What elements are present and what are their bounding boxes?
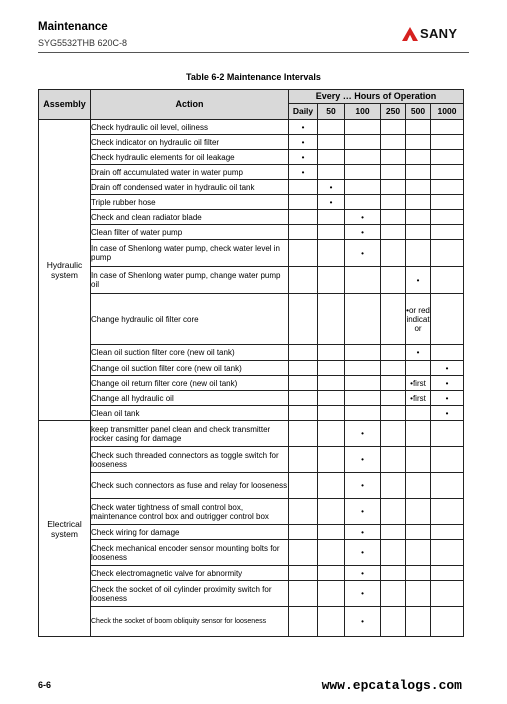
interval-mark-cell: • (345, 447, 381, 473)
assembly-cell: Hydraulic system (39, 120, 91, 421)
interval-mark-cell (289, 581, 318, 607)
interval-mark-cell: •or red indicator (406, 294, 431, 345)
action-cell: Clean filter of water pump (91, 225, 289, 240)
interval-mark-cell: • (345, 525, 381, 540)
interval-mark-cell (431, 135, 464, 150)
brand-name: SANY (420, 26, 458, 41)
interval-mark-cell: • (431, 376, 464, 391)
table-row (39, 540, 464, 566)
interval-mark-cell (318, 210, 345, 225)
interval-mark-cell (381, 240, 406, 267)
interval-mark-cell: • (289, 135, 318, 150)
interval-mark-cell (381, 195, 406, 210)
interval-mark-cell (289, 499, 318, 525)
interval-mark-cell (431, 525, 464, 540)
interval-mark-cell (431, 499, 464, 525)
interval-mark-cell (406, 180, 431, 195)
interval-mark-cell (289, 421, 318, 447)
table-row (39, 345, 464, 361)
interval-mark-cell (381, 361, 406, 376)
table-row (39, 150, 464, 165)
column-header-interval: 100 (345, 104, 381, 120)
table-row (39, 225, 464, 240)
interval-mark-cell (406, 361, 431, 376)
interval-mark-cell (406, 406, 431, 421)
interval-mark-cell (318, 391, 345, 406)
interval-mark-cell (381, 581, 406, 607)
interval-mark-cell (318, 240, 345, 267)
interval-mark-cell (318, 267, 345, 294)
interval-mark-cell (289, 391, 318, 406)
interval-mark-cell: • (289, 150, 318, 165)
action-cell: In case of Shenlong water pump, change water pump oil (91, 267, 289, 294)
interval-mark-cell (381, 135, 406, 150)
interval-mark-cell (406, 225, 431, 240)
table-row (39, 165, 464, 180)
interval-mark-cell: • (345, 421, 381, 447)
table-row (39, 473, 464, 499)
interval-mark-cell (289, 540, 318, 566)
interval-mark-cell (289, 267, 318, 294)
interval-mark-cell (289, 406, 318, 421)
interval-mark-cell (431, 581, 464, 607)
interval-mark-cell (381, 376, 406, 391)
interval-mark-cell (345, 180, 381, 195)
interval-mark-cell (345, 294, 381, 345)
action-cell: Check mechanical encoder sensor mounting bolts for looseness (91, 540, 289, 566)
page-number: 6-6 (38, 680, 52, 690)
action-cell: Check indicator on hydraulic oil filter (91, 135, 289, 150)
interval-mark-cell (381, 540, 406, 566)
interval-mark-cell: • (431, 361, 464, 376)
interval-mark-cell (381, 267, 406, 294)
brand-logo (402, 26, 457, 41)
interval-mark-cell (318, 225, 345, 240)
interval-mark-cell (381, 345, 406, 361)
interval-mark-cell (318, 361, 345, 376)
interval-mark-cell: • (431, 391, 464, 406)
interval-mark-cell (381, 391, 406, 406)
interval-mark-cell: • (345, 225, 381, 240)
action-cell: Check such connectors as fuse and relay for looseness (91, 473, 289, 499)
interval-mark-cell (318, 525, 345, 540)
interval-mark-cell (289, 525, 318, 540)
interval-mark-cell (406, 120, 431, 135)
action-cell: keep transmitter panel clean and check transmitter rocker casing for damage (91, 421, 289, 447)
action-cell: Clean oil tank (91, 406, 289, 421)
interval-mark-cell (318, 165, 345, 180)
interval-mark-cell (431, 180, 464, 195)
interval-mark-cell (381, 180, 406, 195)
interval-mark-cell (289, 447, 318, 473)
interval-mark-cell (318, 447, 345, 473)
action-cell: Check such threaded connectors as toggle switch for looseness (91, 447, 289, 473)
interval-mark-cell (406, 499, 431, 525)
interval-mark-cell (406, 525, 431, 540)
maintenance-intervals-table (38, 89, 464, 637)
interval-mark-cell (406, 447, 431, 473)
interval-mark-cell (431, 210, 464, 225)
action-cell: Check water tightness of small control box, maintenance control box and outrigger control box (91, 499, 289, 525)
interval-mark-cell (431, 267, 464, 294)
interval-mark-cell: • (289, 165, 318, 180)
action-cell: Change hydraulic oil filter core (91, 294, 289, 345)
interval-mark-cell: •first (406, 391, 431, 406)
interval-mark-cell (381, 607, 406, 637)
table-row (39, 376, 464, 391)
table-row (39, 267, 464, 294)
table-row (39, 361, 464, 376)
interval-mark-cell (345, 195, 381, 210)
interval-mark-cell (431, 566, 464, 581)
interval-mark-cell (289, 607, 318, 637)
interval-mark-cell (318, 120, 345, 135)
interval-mark-cell (345, 267, 381, 294)
interval-mark-cell (431, 120, 464, 135)
column-header-interval: 1000 (431, 104, 464, 120)
column-header-interval: 500 (406, 104, 431, 120)
interval-mark-cell: • (345, 566, 381, 581)
page-title: Maintenance (38, 21, 108, 33)
table-row (39, 566, 464, 581)
interval-mark-cell (345, 406, 381, 421)
table-row (39, 240, 464, 267)
interval-mark-cell (289, 294, 318, 345)
action-cell: Check the socket of boom obliquity sensor for looseness (91, 607, 289, 637)
interval-mark-cell: • (345, 540, 381, 566)
interval-mark-cell (431, 345, 464, 361)
watermark-url: www.epcatalogs.com (321, 678, 462, 693)
action-cell: Triple rubber hose (91, 195, 289, 210)
table-row (39, 406, 464, 421)
table-row (39, 195, 464, 210)
interval-mark-cell: • (345, 499, 381, 525)
action-cell: Clean oil suction filter core (new oil tank) (91, 345, 289, 361)
action-cell: Check electromagnetic valve for abnormity (91, 566, 289, 581)
action-cell: Check wiring for damage (91, 525, 289, 540)
table-row (39, 525, 464, 540)
interval-mark-cell (381, 150, 406, 165)
interval-mark-cell: • (318, 195, 345, 210)
interval-mark-cell: • (431, 406, 464, 421)
interval-mark-cell (431, 607, 464, 637)
interval-mark-cell (345, 120, 381, 135)
action-cell: Drain off condensed water in hydraulic oil tank (91, 180, 289, 195)
table-row (39, 421, 464, 447)
interval-mark-cell (381, 473, 406, 499)
interval-mark-cell: • (345, 473, 381, 499)
interval-mark-cell (381, 165, 406, 180)
interval-mark-cell (406, 165, 431, 180)
interval-mark-cell (406, 607, 431, 637)
action-cell: In case of Shenlong water pump, check water level in pump (91, 240, 289, 267)
interval-mark-cell (345, 135, 381, 150)
table-caption: Table 6-2 Maintenance Intervals (186, 72, 321, 82)
table-row (39, 581, 464, 607)
interval-mark-cell (345, 391, 381, 406)
sany-logo-icon (402, 27, 418, 41)
column-header-interval-group: Every … Hours of Operation (289, 90, 464, 104)
interval-mark-cell (289, 361, 318, 376)
interval-mark-cell (381, 210, 406, 225)
interval-mark-cell (289, 473, 318, 499)
interval-mark-cell: • (345, 581, 381, 607)
interval-mark-cell (289, 566, 318, 581)
interval-mark-cell (318, 607, 345, 637)
table-row (39, 120, 464, 135)
interval-mark-cell (318, 294, 345, 345)
action-cell: Change oil return filter core (new oil tank) (91, 376, 289, 391)
action-cell: Check and clean radiator blade (91, 210, 289, 225)
action-cell: Check the socket of oil cylinder proximity switch for looseness (91, 581, 289, 607)
table-row (39, 210, 464, 225)
interval-mark-cell (318, 135, 345, 150)
action-cell: Change all hydraulic oil (91, 391, 289, 406)
column-header-interval: 250 (381, 104, 406, 120)
interval-mark-cell (406, 473, 431, 499)
interval-mark-cell (289, 210, 318, 225)
header-divider (38, 52, 469, 53)
interval-mark-cell (406, 150, 431, 165)
interval-mark-cell: • (318, 180, 345, 195)
interval-mark-cell (431, 165, 464, 180)
interval-mark-cell (406, 210, 431, 225)
interval-mark-cell: • (345, 210, 381, 225)
interval-mark-cell (381, 120, 406, 135)
action-cell: Check hydraulic elements for oil leakage (91, 150, 289, 165)
interval-mark-cell (431, 225, 464, 240)
column-header-interval: Daily (289, 104, 318, 120)
interval-mark-cell (406, 421, 431, 447)
interval-mark-cell (431, 473, 464, 499)
interval-mark-cell (381, 447, 406, 473)
table-row (39, 180, 464, 195)
column-header-assembly: Assembly (39, 90, 91, 120)
interval-mark-cell (381, 406, 406, 421)
interval-mark-cell (289, 225, 318, 240)
interval-mark-cell (289, 240, 318, 267)
interval-mark-cell (431, 421, 464, 447)
model-subtitle: SYG5532THB 620C-8 (38, 38, 128, 48)
interval-mark-cell (381, 499, 406, 525)
interval-mark-cell (318, 581, 345, 607)
interval-mark-cell (318, 406, 345, 421)
interval-mark-cell (381, 225, 406, 240)
interval-mark-cell (345, 150, 381, 165)
interval-mark-cell (345, 345, 381, 361)
interval-mark-cell (406, 240, 431, 267)
interval-mark-cell (431, 294, 464, 345)
interval-mark-cell (381, 525, 406, 540)
interval-mark-cell (406, 581, 431, 607)
assembly-cell: Electrical system (39, 421, 91, 637)
interval-mark-cell (318, 345, 345, 361)
table-row (39, 294, 464, 345)
table-row (39, 607, 464, 637)
interval-mark-cell (381, 566, 406, 581)
column-header-interval: 50 (318, 104, 345, 120)
action-cell: Drain off accumulated water in water pump (91, 165, 289, 180)
table-row (39, 135, 464, 150)
action-cell: Change oil suction filter core (new oil tank) (91, 361, 289, 376)
table-row (39, 391, 464, 406)
column-header-action: Action (91, 90, 289, 120)
interval-mark-cell: • (345, 607, 381, 637)
interval-mark-cell (318, 540, 345, 566)
interval-mark-cell (289, 376, 318, 391)
interval-mark-cell: •first (406, 376, 431, 391)
interval-mark-cell (381, 421, 406, 447)
interval-mark-cell (381, 294, 406, 345)
interval-mark-cell (345, 376, 381, 391)
interval-mark-cell (406, 566, 431, 581)
interval-mark-cell: • (406, 267, 431, 294)
interval-mark-cell (289, 180, 318, 195)
interval-mark-cell (406, 195, 431, 210)
table-row (39, 499, 464, 525)
interval-mark-cell (345, 165, 381, 180)
interval-mark-cell (289, 345, 318, 361)
interval-mark-cell (431, 447, 464, 473)
interval-mark-cell (431, 195, 464, 210)
interval-mark-cell (345, 361, 381, 376)
interval-mark-cell (406, 135, 431, 150)
interval-mark-cell (318, 421, 345, 447)
interval-mark-cell (318, 376, 345, 391)
interval-mark-cell (406, 540, 431, 566)
interval-mark-cell: • (289, 120, 318, 135)
interval-mark-cell: • (406, 345, 431, 361)
table-row (39, 447, 464, 473)
interval-mark-cell (289, 195, 318, 210)
interval-mark-cell (318, 499, 345, 525)
interval-mark-cell (318, 150, 345, 165)
interval-mark-cell (431, 150, 464, 165)
action-cell: Check hydraulic oil level, oiliness (91, 120, 289, 135)
interval-mark-cell (318, 566, 345, 581)
interval-mark-cell (318, 473, 345, 499)
interval-mark-cell (431, 540, 464, 566)
interval-mark-cell (431, 240, 464, 267)
interval-mark-cell: • (345, 240, 381, 267)
